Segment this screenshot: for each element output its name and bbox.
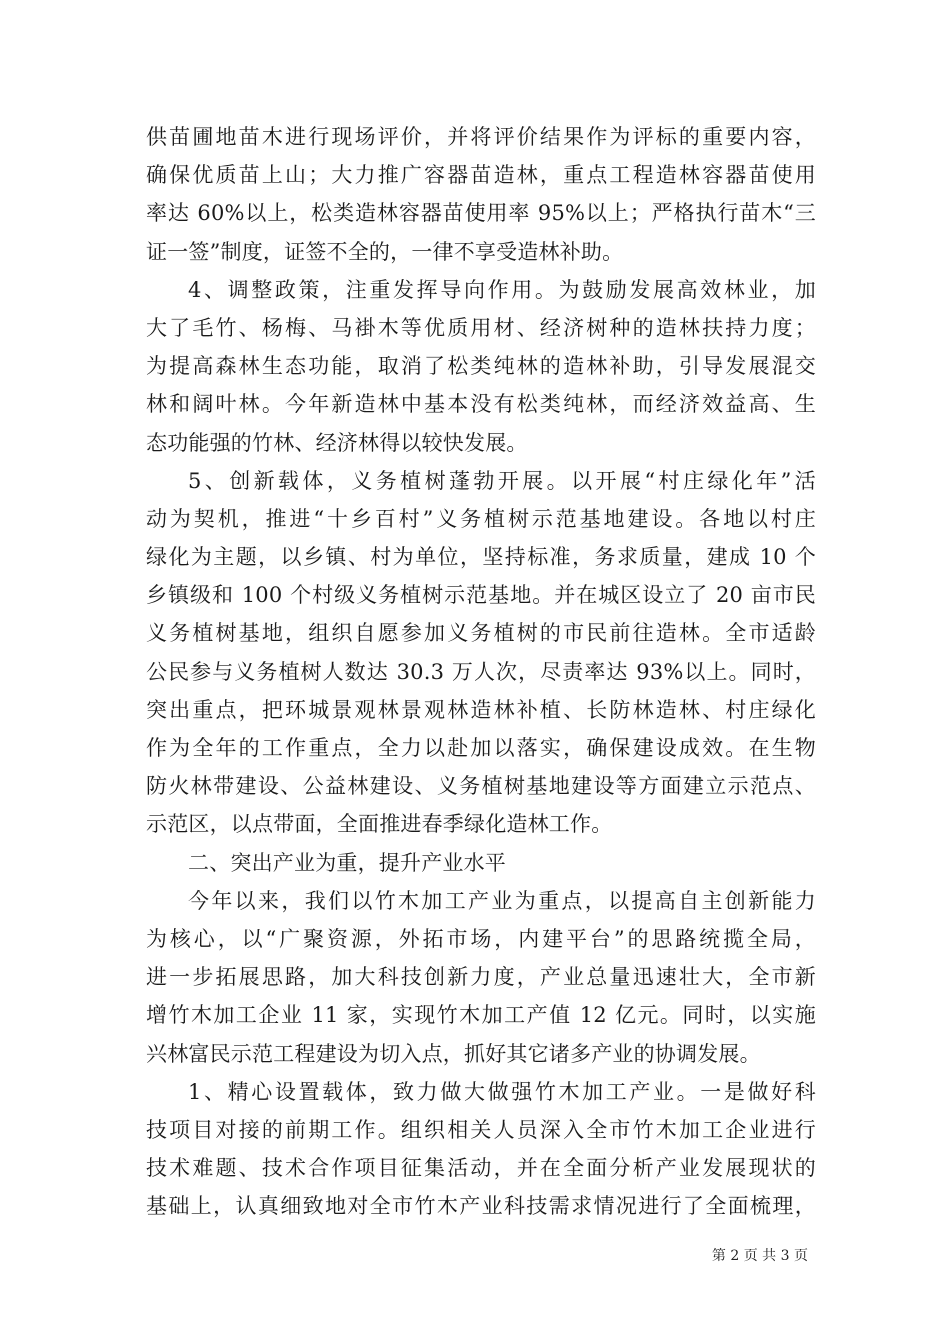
body-line: 率达 60%以上，松类造林容器苗使用率 95%以上；严格执行苗木“三 bbox=[146, 201, 816, 226]
section-heading: 二、突出产业为重，提升产业水平 bbox=[188, 850, 506, 875]
page-number-label: 第 2 页 共 3 页 bbox=[711, 1248, 808, 1264]
body-line: 进一步拓展思路，加大科技创新力度，产业总量迅速壮大，全市新 bbox=[146, 965, 816, 990]
section-intro-first-line: 今年以来，我们以竹木加工产业为重点，以提高自主创新能力 bbox=[188, 888, 816, 913]
body-line: 突出重点，把环城景观林景观林造林补植、长防林造林、村庄绿化 bbox=[146, 697, 816, 722]
body-line: 为核心，以“广聚资源，外拓市场，内建平台”的思路统揽全局， bbox=[146, 926, 816, 951]
body-line: 供苗圃地苗木进行现场评价，并将评价结果作为评标的重要内容， bbox=[146, 125, 816, 149]
document-body bbox=[146, 118, 816, 1225]
body-line: 基础上，认真细致地对全市竹木产业科技需求情况进行了全面梳理， bbox=[146, 1194, 816, 1219]
body-line: 防火林带建设、公益林建设、义务植树基地建设等方面建立示范点、 bbox=[146, 774, 816, 799]
body-line: 态功能强的竹林、经济林得以较快发展。 bbox=[146, 430, 528, 455]
body-line: 技项目对接的前期工作。组织相关人员深入全市竹木加工企业进行 bbox=[146, 1117, 816, 1142]
body-line: 增竹木加工企业 11 家，实现竹木加工产值 12 亿元。同时，以实施 bbox=[146, 1003, 816, 1028]
body-line: 公民参与义务植树人数达 30.3 万人次，尽责率达 93%以上。同时， bbox=[146, 659, 816, 684]
paragraph-5-first-line: 5、创新载体，义务植树蓬勃开展。以开展“村庄绿化年”活 bbox=[188, 468, 816, 493]
body-line: 绿化为主题，以乡镇、村为单位，坚持标准，务求质量，建成 10 个 bbox=[146, 545, 816, 570]
body-line: 证一签”制度，证签不全的，一律不享受造林补助。 bbox=[146, 239, 624, 264]
body-line: 技术难题、技术合作项目征集活动，并在全面分析产业发展现状的 bbox=[146, 1156, 816, 1181]
body-line: 兴林富民示范工程建设为切入点，抓好其它诸多产业的协调发展。 bbox=[146, 1041, 761, 1066]
body-line: 作为全年的工作重点，全力以赴加以落实，确保建设成效。在生物 bbox=[146, 736, 816, 760]
body-line: 义务植树基地，组织自愿参加义务植树的市民前往造林。全市适龄 bbox=[146, 621, 816, 646]
paragraph-4-first-line: 4、调整政策，注重发挥导向作用。为鼓励发展高效林业，加 bbox=[188, 277, 816, 302]
body-line: 为提高森林生态功能，取消了松类纯林的造林补助，引导发展混交 bbox=[146, 354, 816, 379]
body-line: 乡镇级和 100 个村级义务植树示范基地。并在城区设立了 20 亩市民 bbox=[146, 583, 816, 608]
body-line: 示范区，以点带面，全面推进春季绿化造林工作。 bbox=[146, 812, 613, 837]
body-line: 大了毛竹、杨梅、马褂木等优质用材、经济树种的造林扶持力度； bbox=[146, 315, 816, 340]
body-line: 林和阔叶林。今年新造林中基本没有松类纯林，而经济效益高、生 bbox=[146, 392, 816, 417]
paragraph-1-first-line: 1、精心设置载体，致力做大做强竹木加工产业。一是做好科 bbox=[188, 1079, 816, 1104]
page-number-footer bbox=[0, 1245, 808, 1265]
body-line: 动为契机，推进“十乡百村”义务植树示范基地建设。各地以村庄 bbox=[146, 506, 816, 531]
body-line: 确保优质苗上山；大力推广容器苗造林，重点工程造林容器苗使用 bbox=[146, 163, 816, 188]
